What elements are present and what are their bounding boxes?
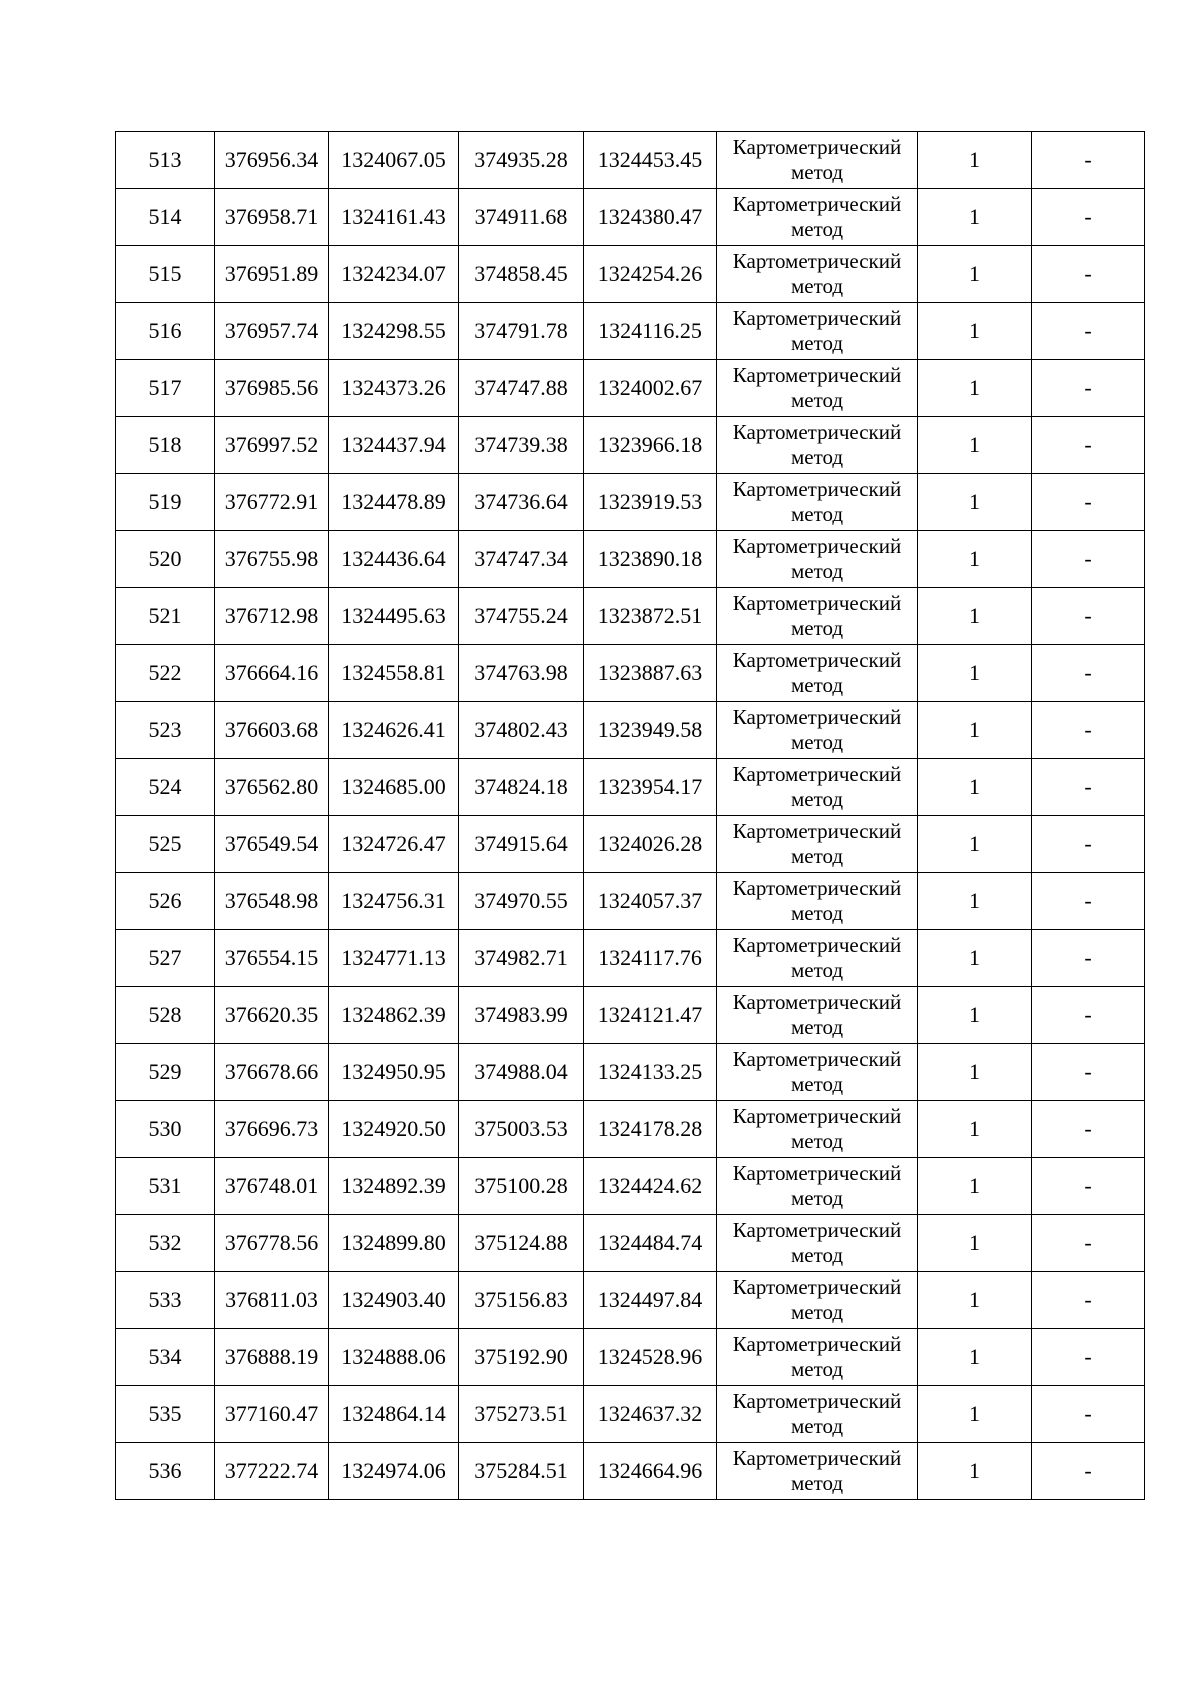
point-number-cell: 526: [116, 873, 215, 930]
method-cell: [717, 246, 918, 303]
method-cell: [717, 417, 918, 474]
y-old-cell: 1324862.39: [329, 987, 459, 1044]
method-label-line2: метод: [790, 445, 844, 469]
method-label-line2: метод: [790, 1471, 844, 1495]
point-number-cell: 525: [116, 816, 215, 873]
description-cell: -: [1032, 759, 1145, 816]
y-old-cell: 1324685.00: [329, 759, 459, 816]
table-row: [116, 702, 1145, 759]
table-row: [116, 1215, 1145, 1272]
description-cell: -: [1032, 1044, 1145, 1101]
method-label-line2: метод: [790, 1300, 844, 1324]
accuracy-cell: 1: [918, 1443, 1032, 1500]
x-new-cell: 374791.78: [459, 303, 584, 360]
description-cell: -: [1032, 702, 1145, 759]
description-cell: -: [1032, 1215, 1145, 1272]
method-cell: [717, 360, 918, 417]
table-row: [116, 1443, 1145, 1500]
accuracy-cell: 1: [918, 759, 1032, 816]
method-label-line1: Картометрический: [732, 1161, 902, 1185]
table-body: [116, 132, 1145, 1500]
point-number-cell: 534: [116, 1329, 215, 1386]
table-row: [116, 303, 1145, 360]
method-cell: [717, 1215, 918, 1272]
method-label-line2: метод: [790, 958, 844, 982]
x-old-cell: 376603.68: [215, 702, 329, 759]
method-cell: [717, 702, 918, 759]
accuracy-cell: 1: [918, 702, 1032, 759]
y-old-cell: 1324756.31: [329, 873, 459, 930]
x-old-cell: 376554.15: [215, 930, 329, 987]
y-new-cell: 1323954.17: [584, 759, 717, 816]
method-cell: [717, 873, 918, 930]
table-row: [116, 1101, 1145, 1158]
method-label-line1: Картометрический: [732, 933, 902, 957]
description-cell: -: [1032, 645, 1145, 702]
method-cell: [717, 132, 918, 189]
y-old-cell: 1324437.94: [329, 417, 459, 474]
x-old-cell: 376778.56: [215, 1215, 329, 1272]
y-new-cell: 1324254.26: [584, 246, 717, 303]
table-row: [116, 1158, 1145, 1215]
y-old-cell: 1324436.64: [329, 531, 459, 588]
x-new-cell: 374747.88: [459, 360, 584, 417]
accuracy-cell: 1: [918, 816, 1032, 873]
x-new-cell: 374858.45: [459, 246, 584, 303]
y-new-cell: 1324528.96: [584, 1329, 717, 1386]
method-label-line2: метод: [790, 730, 844, 754]
table-row: [116, 132, 1145, 189]
x-new-cell: 374935.28: [459, 132, 584, 189]
x-old-cell: 376772.91: [215, 474, 329, 531]
method-label-line2: метод: [790, 331, 844, 355]
point-number-cell: 514: [116, 189, 215, 246]
description-cell: -: [1032, 132, 1145, 189]
accuracy-cell: 1: [918, 474, 1032, 531]
method-label-line2: метод: [790, 616, 844, 640]
y-new-cell: 1324664.96: [584, 1443, 717, 1500]
method-label-line2: метод: [790, 160, 844, 184]
accuracy-cell: 1: [918, 1044, 1032, 1101]
point-number-cell: 520: [116, 531, 215, 588]
method-label-line1: Картометрический: [732, 1275, 902, 1299]
y-new-cell: 1324057.37: [584, 873, 717, 930]
description-cell: -: [1032, 531, 1145, 588]
point-number-cell: 529: [116, 1044, 215, 1101]
description-cell: -: [1032, 360, 1145, 417]
accuracy-cell: 1: [918, 1158, 1032, 1215]
method-cell: [717, 1044, 918, 1101]
accuracy-cell: 1: [918, 1272, 1032, 1329]
accuracy-cell: 1: [918, 360, 1032, 417]
point-number-cell: 523: [116, 702, 215, 759]
method-label-line1: Картометрический: [732, 876, 902, 900]
method-label-line1: Картометрический: [732, 534, 902, 558]
point-number-cell: 515: [116, 246, 215, 303]
method-label-line2: метод: [790, 502, 844, 526]
description-cell: -: [1032, 873, 1145, 930]
table-row: [116, 1386, 1145, 1443]
y-new-cell: 1323872.51: [584, 588, 717, 645]
description-cell: -: [1032, 417, 1145, 474]
point-number-cell: 518: [116, 417, 215, 474]
method-cell: [717, 1386, 918, 1443]
description-cell: -: [1032, 588, 1145, 645]
point-number-cell: 528: [116, 987, 215, 1044]
table-row: [116, 417, 1145, 474]
y-old-cell: 1324558.81: [329, 645, 459, 702]
y-old-cell: 1324950.95: [329, 1044, 459, 1101]
x-new-cell: 374763.98: [459, 645, 584, 702]
y-new-cell: 1324497.84: [584, 1272, 717, 1329]
y-new-cell: 1323966.18: [584, 417, 717, 474]
accuracy-cell: 1: [918, 132, 1032, 189]
accuracy-cell: 1: [918, 303, 1032, 360]
point-number-cell: 527: [116, 930, 215, 987]
method-label-line1: Картометрический: [732, 1104, 902, 1128]
method-label-line1: Картометрический: [732, 420, 902, 444]
method-label-line2: метод: [790, 1072, 844, 1096]
x-old-cell: 376712.98: [215, 588, 329, 645]
y-new-cell: 1324424.62: [584, 1158, 717, 1215]
method-label-line1: Картометрический: [732, 1389, 902, 1413]
method-cell: [717, 474, 918, 531]
y-new-cell: 1324637.32: [584, 1386, 717, 1443]
x-new-cell: 375273.51: [459, 1386, 584, 1443]
description-cell: -: [1032, 1158, 1145, 1215]
x-new-cell: 375284.51: [459, 1443, 584, 1500]
x-new-cell: 374747.34: [459, 531, 584, 588]
method-cell: [717, 759, 918, 816]
description-cell: -: [1032, 189, 1145, 246]
coordinates-table: [115, 131, 1145, 1500]
x-old-cell: 376548.98: [215, 873, 329, 930]
method-label-line2: метод: [790, 1243, 844, 1267]
x-new-cell: 375156.83: [459, 1272, 584, 1329]
table-row: [116, 1044, 1145, 1101]
y-old-cell: 1324161.43: [329, 189, 459, 246]
y-old-cell: 1324373.26: [329, 360, 459, 417]
accuracy-cell: 1: [918, 1329, 1032, 1386]
table-row: [116, 930, 1145, 987]
method-label-line2: метод: [790, 901, 844, 925]
method-cell: [717, 816, 918, 873]
method-cell: [717, 930, 918, 987]
y-new-cell: 1324002.67: [584, 360, 717, 417]
method-label-line2: метод: [790, 787, 844, 811]
method-label-line1: Картометрический: [732, 1332, 902, 1356]
x-old-cell: 376951.89: [215, 246, 329, 303]
point-number-cell: 516: [116, 303, 215, 360]
x-old-cell: 376620.35: [215, 987, 329, 1044]
method-label-line2: метод: [790, 673, 844, 697]
point-number-cell: 522: [116, 645, 215, 702]
y-old-cell: 1324920.50: [329, 1101, 459, 1158]
table-row: [116, 1272, 1145, 1329]
x-old-cell: 376997.52: [215, 417, 329, 474]
accuracy-cell: 1: [918, 417, 1032, 474]
y-old-cell: 1324899.80: [329, 1215, 459, 1272]
y-new-cell: 1323890.18: [584, 531, 717, 588]
method-label-line2: метод: [790, 1357, 844, 1381]
accuracy-cell: 1: [918, 1101, 1032, 1158]
method-label-line1: Картометрический: [732, 363, 902, 387]
x-new-cell: 375100.28: [459, 1158, 584, 1215]
method-label-line2: метод: [790, 1129, 844, 1153]
accuracy-cell: 1: [918, 930, 1032, 987]
y-old-cell: 1324626.41: [329, 702, 459, 759]
point-number-cell: 532: [116, 1215, 215, 1272]
table-row: [116, 759, 1145, 816]
point-number-cell: 521: [116, 588, 215, 645]
x-old-cell: 376958.71: [215, 189, 329, 246]
method-label-line2: метод: [790, 1015, 844, 1039]
method-cell: [717, 987, 918, 1044]
point-number-cell: 531: [116, 1158, 215, 1215]
table-row: [116, 531, 1145, 588]
table-row: [116, 474, 1145, 531]
x-old-cell: 377222.74: [215, 1443, 329, 1500]
table-row: [116, 246, 1145, 303]
method-label-line2: метод: [790, 1414, 844, 1438]
point-number-cell: 513: [116, 132, 215, 189]
x-new-cell: 375192.90: [459, 1329, 584, 1386]
x-old-cell: 376957.74: [215, 303, 329, 360]
method-cell: [717, 588, 918, 645]
method-label-line1: Картометрический: [732, 1446, 902, 1470]
table-row: [116, 987, 1145, 1044]
x-new-cell: 374911.68: [459, 189, 584, 246]
description-cell: -: [1032, 1443, 1145, 1500]
accuracy-cell: 1: [918, 189, 1032, 246]
accuracy-cell: 1: [918, 1386, 1032, 1443]
x-new-cell: 374915.64: [459, 816, 584, 873]
x-old-cell: 376811.03: [215, 1272, 329, 1329]
y-new-cell: 1323949.58: [584, 702, 717, 759]
method-label-line2: метод: [790, 844, 844, 868]
method-label-line1: Картометрический: [732, 135, 902, 159]
x-new-cell: 374736.64: [459, 474, 584, 531]
description-cell: -: [1032, 1101, 1145, 1158]
point-number-cell: 517: [116, 360, 215, 417]
method-label-line1: Картометрический: [732, 762, 902, 786]
point-number-cell: 535: [116, 1386, 215, 1443]
y-new-cell: 1324380.47: [584, 189, 717, 246]
y-new-cell: 1324116.25: [584, 303, 717, 360]
description-cell: -: [1032, 987, 1145, 1044]
y-old-cell: 1324726.47: [329, 816, 459, 873]
y-old-cell: 1324495.63: [329, 588, 459, 645]
accuracy-cell: 1: [918, 531, 1032, 588]
x-new-cell: 374988.04: [459, 1044, 584, 1101]
point-number-cell: 519: [116, 474, 215, 531]
y-old-cell: 1324888.06: [329, 1329, 459, 1386]
point-number-cell: 530: [116, 1101, 215, 1158]
table-row: [116, 873, 1145, 930]
x-old-cell: 376755.98: [215, 531, 329, 588]
method-label-line1: Картометрический: [732, 819, 902, 843]
accuracy-cell: 1: [918, 987, 1032, 1044]
table-row: [116, 816, 1145, 873]
method-cell: [717, 1272, 918, 1329]
table-row: [116, 645, 1145, 702]
method-label-line1: Картометрический: [732, 1047, 902, 1071]
point-number-cell: 536: [116, 1443, 215, 1500]
x-old-cell: 376696.73: [215, 1101, 329, 1158]
method-label-line1: Картометрический: [732, 477, 902, 501]
accuracy-cell: 1: [918, 588, 1032, 645]
method-cell: [717, 1443, 918, 1500]
x-old-cell: 376562.80: [215, 759, 329, 816]
x-old-cell: 376678.66: [215, 1044, 329, 1101]
y-new-cell: 1324121.47: [584, 987, 717, 1044]
description-cell: -: [1032, 303, 1145, 360]
x-old-cell: 377160.47: [215, 1386, 329, 1443]
x-new-cell: 374755.24: [459, 588, 584, 645]
y-old-cell: 1324892.39: [329, 1158, 459, 1215]
method-cell: [717, 303, 918, 360]
y-old-cell: 1324771.13: [329, 930, 459, 987]
accuracy-cell: 1: [918, 873, 1032, 930]
method-label-line1: Картометрический: [732, 990, 902, 1014]
y-old-cell: 1324974.06: [329, 1443, 459, 1500]
y-old-cell: 1324298.55: [329, 303, 459, 360]
method-label-line1: Картометрический: [732, 249, 902, 273]
method-cell: [717, 189, 918, 246]
table-row: [116, 189, 1145, 246]
x-old-cell: 376664.16: [215, 645, 329, 702]
x-old-cell: 376748.01: [215, 1158, 329, 1215]
method-label-line1: Картометрический: [732, 648, 902, 672]
x-new-cell: 374982.71: [459, 930, 584, 987]
method-label-line2: метод: [790, 388, 844, 412]
x-new-cell: 374983.99: [459, 987, 584, 1044]
accuracy-cell: 1: [918, 645, 1032, 702]
method-cell: [717, 1158, 918, 1215]
method-label-line2: метод: [790, 217, 844, 241]
method-cell: [717, 1101, 918, 1158]
method-cell: [717, 1329, 918, 1386]
table-row: [116, 588, 1145, 645]
y-old-cell: 1324234.07: [329, 246, 459, 303]
y-new-cell: 1324178.28: [584, 1101, 717, 1158]
x-new-cell: 375003.53: [459, 1101, 584, 1158]
y-old-cell: 1324903.40: [329, 1272, 459, 1329]
method-label-line2: метод: [790, 559, 844, 583]
table-row: [116, 1329, 1145, 1386]
accuracy-cell: 1: [918, 246, 1032, 303]
description-cell: -: [1032, 816, 1145, 873]
x-old-cell: 376956.34: [215, 132, 329, 189]
point-number-cell: 533: [116, 1272, 215, 1329]
y-new-cell: 1324453.45: [584, 132, 717, 189]
method-cell: [717, 645, 918, 702]
accuracy-cell: 1: [918, 1215, 1032, 1272]
x-old-cell: 376549.54: [215, 816, 329, 873]
x-old-cell: 376888.19: [215, 1329, 329, 1386]
description-cell: -: [1032, 1329, 1145, 1386]
method-cell: [717, 531, 918, 588]
description-cell: -: [1032, 474, 1145, 531]
y-old-cell: 1324478.89: [329, 474, 459, 531]
y-old-cell: 1324864.14: [329, 1386, 459, 1443]
method-label-line1: Картометрический: [732, 705, 902, 729]
description-cell: -: [1032, 246, 1145, 303]
point-number-cell: 524: [116, 759, 215, 816]
x-old-cell: 376985.56: [215, 360, 329, 417]
y-new-cell: 1324026.28: [584, 816, 717, 873]
method-label-line1: Картометрический: [732, 591, 902, 615]
y-new-cell: 1324117.76: [584, 930, 717, 987]
y-new-cell: 1324484.74: [584, 1215, 717, 1272]
y-new-cell: 1323887.63: [584, 645, 717, 702]
y-new-cell: 1323919.53: [584, 474, 717, 531]
x-new-cell: 374970.55: [459, 873, 584, 930]
x-new-cell: 374824.18: [459, 759, 584, 816]
x-new-cell: 374739.38: [459, 417, 584, 474]
method-label-line1: Картометрический: [732, 1218, 902, 1242]
description-cell: -: [1032, 1272, 1145, 1329]
method-label-line1: Картометрический: [732, 306, 902, 330]
description-cell: -: [1032, 930, 1145, 987]
method-label-line2: метод: [790, 274, 844, 298]
x-new-cell: 374802.43: [459, 702, 584, 759]
method-label-line1: Картометрический: [732, 192, 902, 216]
y-old-cell: 1324067.05: [329, 132, 459, 189]
x-new-cell: 375124.88: [459, 1215, 584, 1272]
method-label-line2: метод: [790, 1186, 844, 1210]
y-new-cell: 1324133.25: [584, 1044, 717, 1101]
table-row: [116, 360, 1145, 417]
description-cell: -: [1032, 1386, 1145, 1443]
